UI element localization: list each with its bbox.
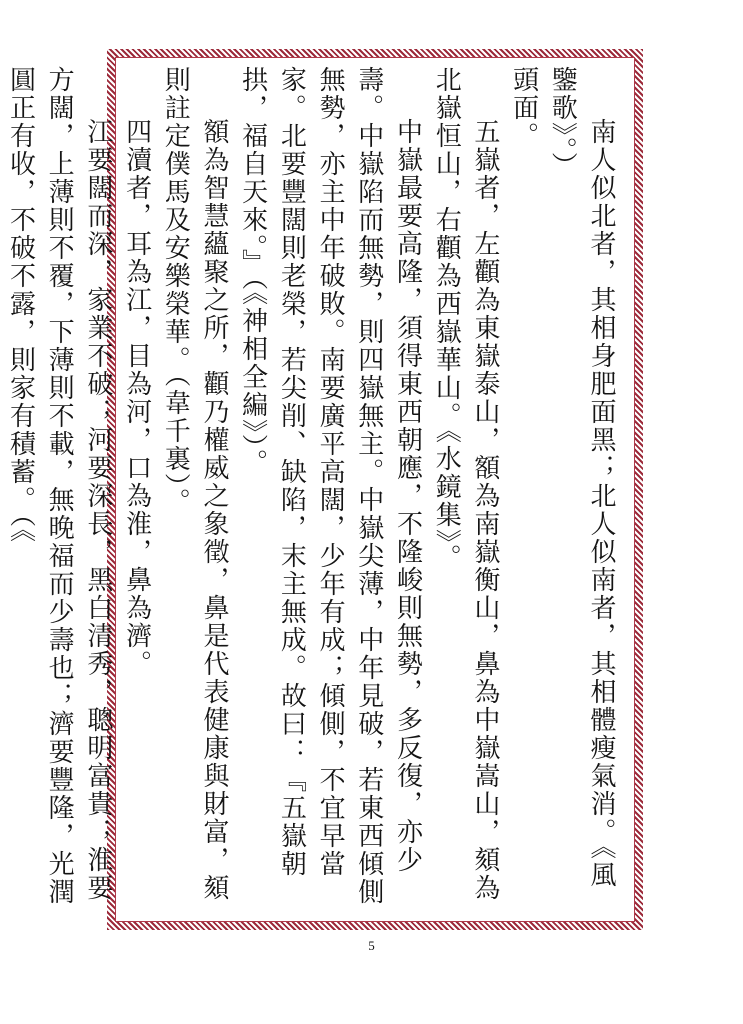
section-heading: 頭面。	[508, 66, 539, 150]
paragraph-5: 四瀆者，耳為江，目為河，口為淮，鼻為濟。	[121, 118, 152, 678]
paragraph-6: 江要闊而深，家業不破；河要深長，黑白清秀，聰明富貴；淮要方闊，上薄則不覆，下薄則不載，無晚福而少壽也；濟要豐隆，光潤圓正有收，不破不露，則家有積蓄。（《	[5, 66, 113, 906]
vertical-text-body	[5, 66, 620, 913]
paragraph-4: 額為智慧蘊聚之所，顴乃權威之象徵，鼻是代表健康與財富，頦則註定僕馬及安樂榮華。（韋千裏）。	[160, 66, 229, 902]
paragraph-3: 中嶽最要高隆，須得東西朝應，不隆峻則無勢，多反復，亦少壽。中嶽陷而無勢，則四嶽無主。中嶽尖薄，中年見破，若東西傾側無勢，亦主中年破敗。南要廣平高闊，少年有成；傾側，不宜早當家。北要豐闊則老榮，若尖削、缺陷，末主無成。故曰：『五嶽朝拱，福自天來。』（《神相全編》）。	[237, 66, 423, 906]
page-content-area	[5, 57, 635, 922]
page-number: 5	[368, 938, 375, 953]
paragraph-2: 五嶽者，左顴為東嶽泰山，額為南嶽衡山，鼻為中嶽嵩山，頦為北嶽恒山，右顴為西嶽華山。《水鏡集》。	[431, 66, 500, 902]
paragraph-1: 南人似北者，其相身肥面黑；北人似南者，其相體瘦氣消。《風鑒歌》。）	[547, 66, 616, 889]
decorative-page-border	[5, 49, 643, 930]
